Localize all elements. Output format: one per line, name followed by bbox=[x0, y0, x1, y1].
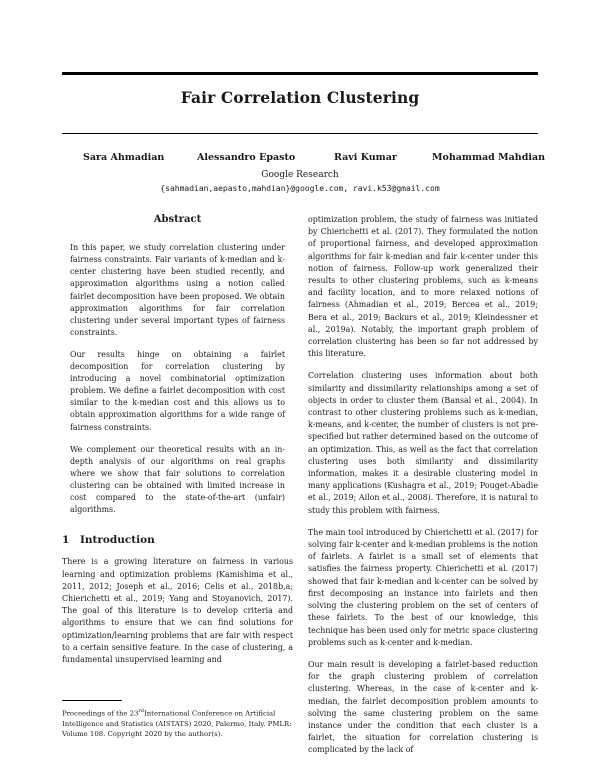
abstract-paragraph: We complement our theoretical results with an in-depth analysis of our algorithms on real graphs where we show that fair solutions to correlation clustering can be obtained with limited increase in cost compared to the state-of-the-art (unfair) algorithms. bbox=[70, 444, 285, 515]
body-paragraph: optimization problem, the study of fairness was initiated by Chierichetti et al. (2017). They formulated the notion of proportional fairness, and developed approximation algorithms for fair k-median and fair k-center under this notion of fairness. Follow-up work generalized their results to other clustering problems, such as k-means and facility location, and to more relaxed notions of fairness (Ahmadian et al., 2019; Bercea et al., 2019; Bera et al., 2019; Backurs et al., 2019; Kleindessner et al., 2019a). Notably, the important graph problem of correlation clustering has been so far not addressed by this literature. bbox=[308, 215, 538, 359]
author-name: Sara Ahmadian bbox=[83, 152, 165, 163]
paper-title: Fair Correlation Clustering bbox=[180, 88, 420, 107]
footnote-rule bbox=[62, 700, 122, 701]
affiliation: Google Research bbox=[261, 170, 339, 180]
abstract-paragraph: Our results hinge on obtaining a fairlet decomposition for correlation clustering by introducing a novel combinatorial optimization problem. We define a fairlet decomposition with cost similar to the k-median cost and this allows us to obtain approximation algorithms for a wide range of fairness constraints. bbox=[70, 349, 285, 432]
body-paragraph: There is a growing literature on fairness in various learning and optimization problems (Kamishima et al., 2011, 2012; Joseph et al., 2016; Celis et al., 2018b,a; Chierichetti et al., 2019; Yang and Stoyanovich, 2017). The goal of this literature is to develop criteria and algorithms to ensure that we can find solutions for optimization/learning problems that are fair with respect to a certain sensitive feature. In the case of clustering, a fundamental unsupervised learning and bbox=[62, 557, 293, 664]
right-column bbox=[308, 214, 538, 767]
section-heading bbox=[62, 534, 293, 546]
author-name: Ravi Kumar bbox=[334, 152, 397, 163]
body-paragraph: Our main result is developing a fairlet-based reduction for the graph clustering problem of correlation clustering. Whereas, in the case of k-center and k-median, the fairlet decomposition problem amounts to solving the same clustering problem on the same instance under the condition that each cluster is a fairlet, the situation for correlation clustering is complicated by the lack of bbox=[308, 659, 538, 755]
abstract-section bbox=[62, 214, 293, 516]
body-paragraph: Correlation clustering uses information about both similarity and dissimilarity relationships among a set of objects in order to cluster them (Bansal et al., 2004). In contrast to other clustering problems such as k-median, k-means, and k-center, the number of clusters is not pre-specified but rather determined based on the outcome of an optimization. This, as well as the fact that correlation clustering uses both similarity and dissimilarity information, makes it a desirable clustering model in many applications (Kushagra et al., 2019; Pouget-Abadie et al., 2019; Ailon et al., 2008). Therefore, it is natural to study this problem with fairness. bbox=[308, 371, 538, 515]
footnote-superscript: rd bbox=[138, 708, 145, 714]
author-emails: {sahmadian,aepasto,mahdian}@google.com, ravi.k53@gmail.com bbox=[160, 184, 440, 193]
footnote-text: Proceedings of the 23 bbox=[62, 709, 139, 718]
author-name: Alessandro Epasto bbox=[197, 152, 296, 163]
left-column bbox=[62, 214, 293, 666]
abstract-heading: Abstract bbox=[153, 214, 202, 225]
introduction-section bbox=[62, 534, 293, 666]
author-list bbox=[62, 152, 546, 166]
section-number: 1 bbox=[62, 534, 70, 547]
footnote-text: International Conference on Artificial Intelligence and Statistics (AISTATS) 2020, Palermo, Italy. PMLR: Volume 108. Copyright 2020 by the author(s). bbox=[62, 709, 292, 738]
section-title: Introduction bbox=[80, 534, 155, 547]
footnote bbox=[62, 706, 293, 739]
body-paragraph: The main tool introduced by Chierichetti et al. (2017) for solving fair k-center and k-median problems is the notion of fairlets. A fairlet is a small set of elements that satisfies the fairness property. Chierichetti et al. (2017) showed that fair k-median and k-center can be solved by first decomposing an instance into fairlets and then solving the clustering problem on the set of centers of these fairlets. To the best of our knowledge, this technique has been used only for metric space clustering problems such as k-center and k-median. bbox=[308, 527, 538, 647]
title-bottom-rule bbox=[62, 133, 538, 134]
author-name: Mohammad Mahdian bbox=[432, 152, 546, 163]
title-top-rule bbox=[62, 72, 538, 75]
abstract-paragraph: In this paper, we study correlation clustering under fairness constraints. Fair variants of k-median and k-center clustering have been studied recently, and approximation algorithms using a notion called fairlet decomposition have been proposed. We obtain approximation algorithms for fair correlation clustering under several important types of fairness constraints. bbox=[70, 243, 285, 337]
